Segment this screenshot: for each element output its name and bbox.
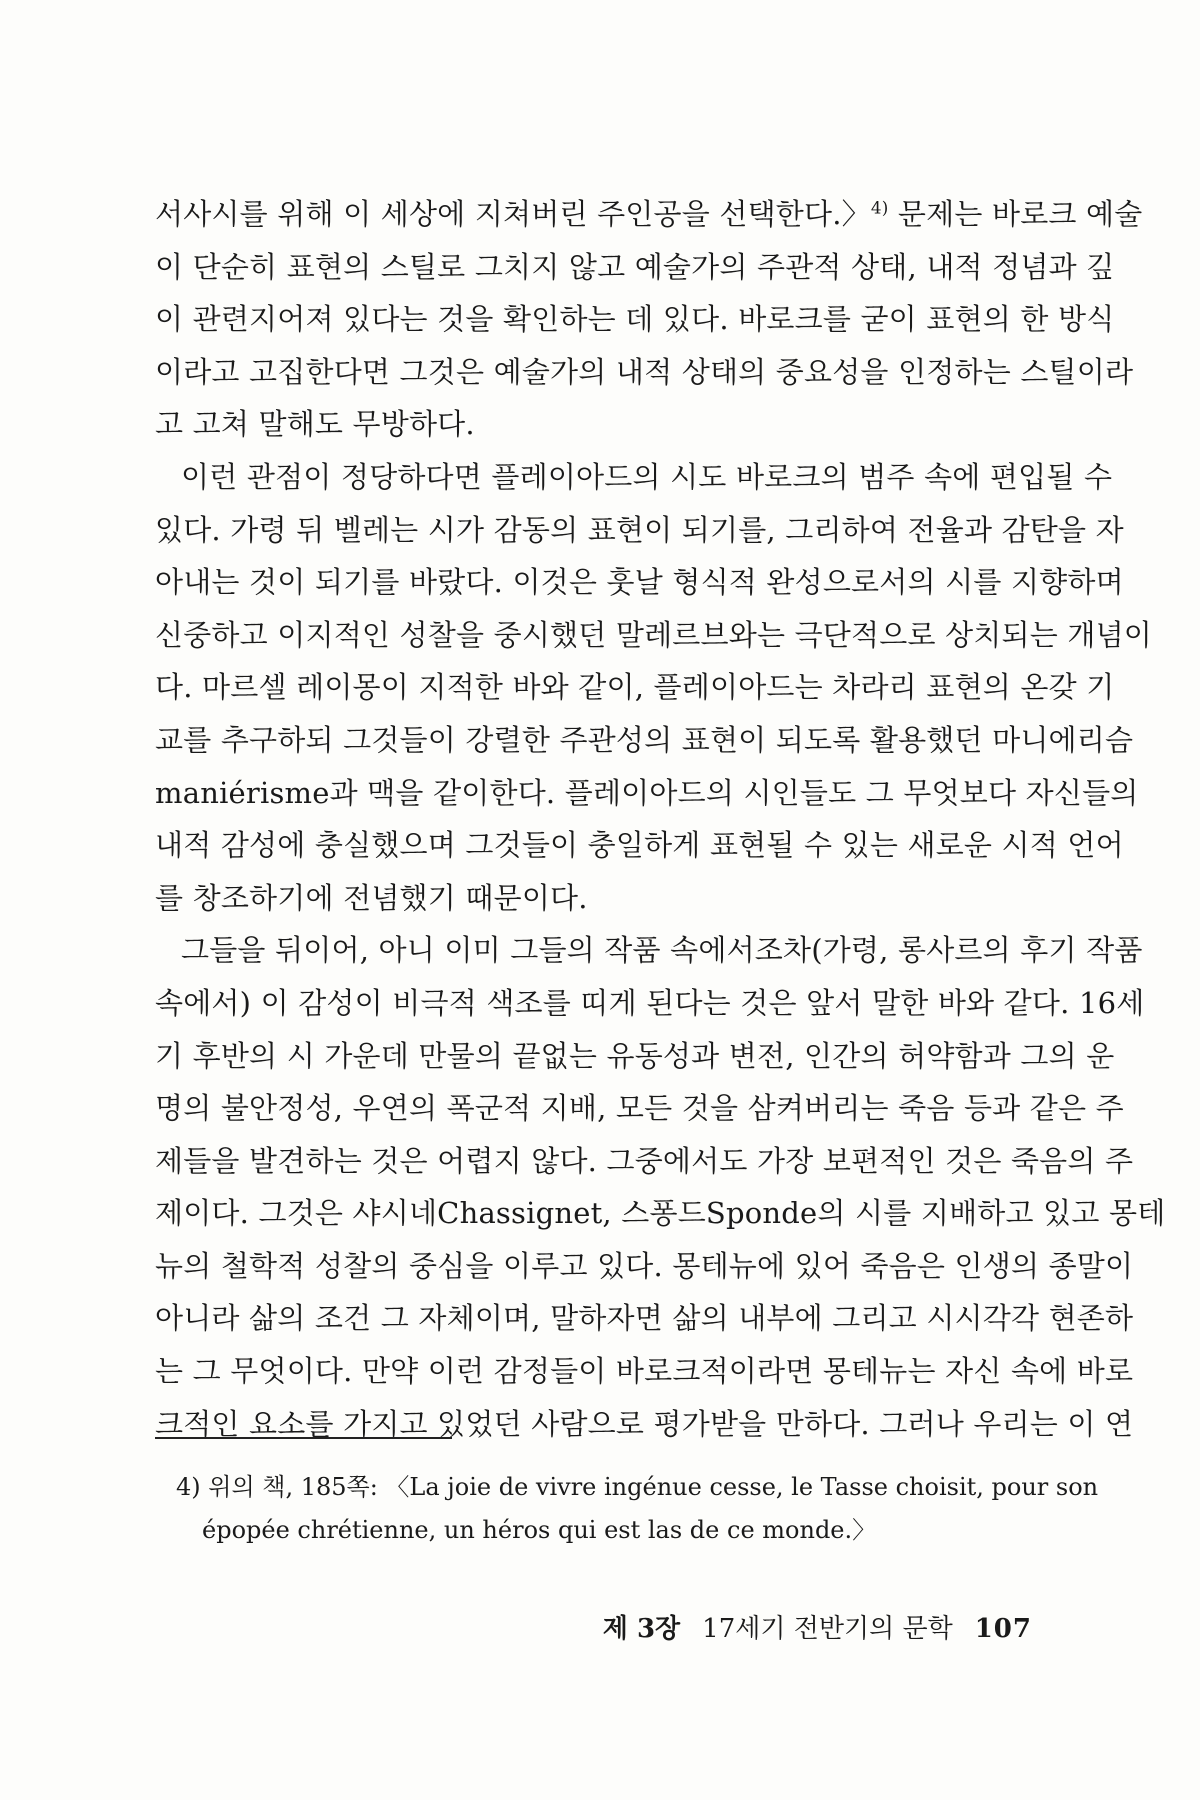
text-line-20: 제이다. 그것은 샤시네Chassignet, 스퐁드Sponde의 시를 지배하고 있고 몽테 [155,1196,1166,1231]
text-line-5: 고 고쳐 말해도 무방하다. [155,407,475,442]
text-line-15: 그들을 뒤이어, 아니 이미 그들의 작품 속에서조차(가령, 롱사르의 후기 작품 [181,933,1143,968]
text-line-1-start: 서사시를 위해 이 세상에 지쳐버린 주인공을 선택한다.〉 [155,197,871,231]
text-line-21: 뉴의 철학적 성찰의 중심을 이루고 있다. 몽테뉴에 있어 죽음은 인생의 종말이 [155,1248,1134,1283]
text-line-12: maniérisme과 맥을 같이한다. 플레이아드의 시인들도 그 무엇보다 자신들의 [155,775,1139,810]
text-line-13: 내적 감성에 충실했으며 그것들이 충일하게 표현될 수 있는 새로운 시적 언어 [155,828,1124,863]
text-line-23: 는 그 무엇이다. 만약 이런 감정들이 바로크적이라면 몽테뉴는 자신 속에 바로 [155,1354,1134,1389]
text-line-18: 명의 불안정성, 우연의 폭군적 지배, 모든 것을 삼켜버리는 죽음 등과 같은 주 [155,1091,1124,1126]
text-line-7: 있다. 가령 뒤 벨레는 시가 감동의 표현이 되기를, 그리하여 전율과 감탄을 자 [155,512,1124,547]
text-line-1-end: 문제는 바로크 예술 [888,197,1143,231]
text-line-2: 이 단순히 표현의 스틸로 그치지 않고 예술가의 주관적 상태, 내적 정념과 깊 [155,249,1115,284]
running-footer [603,1608,1032,1645]
text-line-9: 신중하고 이지적인 성찰을 중시했던 말레르브와는 극단적으로 상치되는 개념이 [155,617,1152,652]
text-line-24: 크적인 요소를 가지고 있었던 사람으로 평가받을 만하다. 그러나 우리는 이 연 [155,1406,1134,1441]
text-line-19: 제들을 발견하는 것은 어렵지 않다. 그중에서도 가장 보편적인 것은 죽음의 주 [155,1143,1134,1178]
text-line-4: 이라고 고집한다면 그것은 예술가의 내적 상태의 중요성을 인정하는 스틸이라 [155,354,1134,389]
text-line-14: 를 창조하기에 전념했기 때문이다. [155,880,588,915]
text-line-8: 아내는 것이 되기를 바랐다. 이것은 훗날 형식적 완성으로서의 시를 지향하며 [155,565,1124,600]
footnote-section [176,1466,1099,1552]
footnote-reference[interactable]: 4) [870,197,889,218]
page-number: 107 [974,1614,1032,1644]
chapter-label: 제 3장 [602,1614,681,1644]
text-line-10: 다. 마르셀 레이몽이 지적한 바와 같이, 플레이아드는 차라리 표현의 온갖 기 [155,670,1115,705]
footnote-text-1: 위의 책, 185쪽: 〈La joie de vivre ingénue cesse, le Tasse choisit, pour son [208,1473,1099,1501]
text-line-1 [155,188,1143,241]
text-line-6: 이런 관점이 정당하다면 플레이아드의 시도 바로크의 범주 속에 편입될 수 [181,459,1113,494]
footnote-line-2: épopée chrétienne, un héros qui est las de ce monde.〉 [202,1516,877,1544]
text-line-11: 교를 추구하되 그것들이 강렬한 주관성의 표현이 되도록 활용했던 마니에리슴 [155,722,1134,757]
footnote-divider [155,1437,452,1439]
chapter-title: 17세기 전반기의 문학 [702,1614,953,1644]
text-line-3: 이 관련지어져 있다는 것을 확인하는 데 있다. 바로크를 굳이 표현의 한 방식 [155,302,1115,337]
footnote-marker: 4) [176,1473,201,1501]
text-line-22: 아니라 삶의 조건 그 자체이며, 말하자면 삶의 내부에 그리고 시시각각 현존하 [155,1301,1134,1336]
text-line-17: 기 후반의 시 가운데 만물의 끝없는 유동성과 변전, 인간의 허약함과 그의 운 [155,1038,1115,1073]
text-line-16: 속에서) 이 감성이 비극적 색조를 띠게 된다는 것은 앞서 말한 바와 같다. 16세 [155,985,1145,1020]
footnote-line-1 [176,1466,1099,1509]
body-text [155,188,1166,1450]
